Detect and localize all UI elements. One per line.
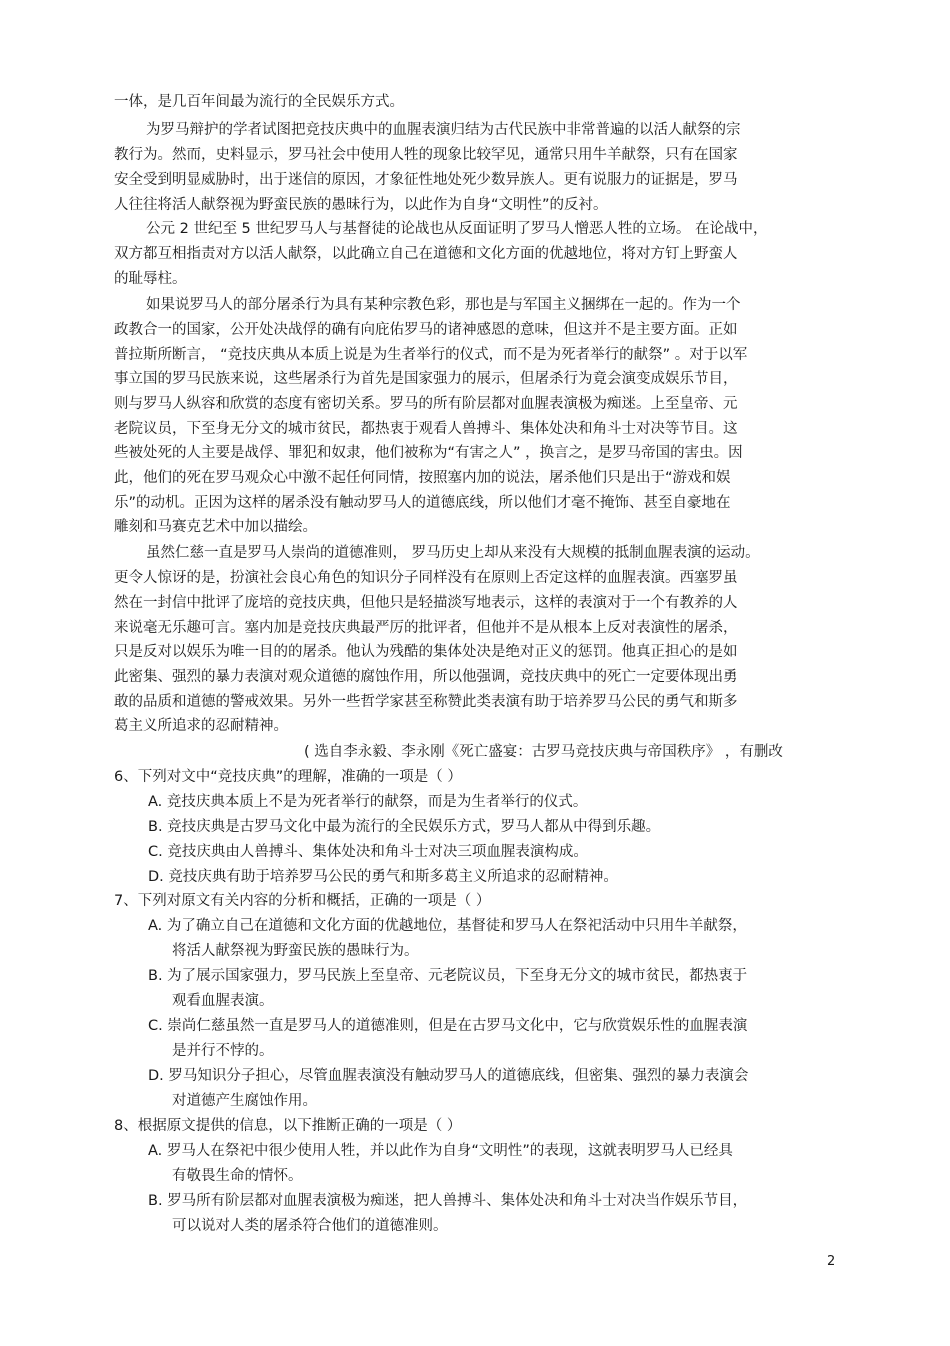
question-7-option-b: B. 为了展示国家强力，罗马民族上至皇帝、元老院议员，下至身无分文的城市贫民，都热衷于 — [148, 968, 748, 984]
question-7-option-a-cont: 将活人献祭视为野蛮民族的愚昧行为。 — [172, 943, 419, 959]
passage-line: 敢的品质和道德的警戒效果。另外一些哲学家甚至称赞此类表演有助于培养罗马公民的勇气和斯多 — [114, 694, 738, 710]
question-8-option-a: A. 罗马人在祭祀中很少使用人牲，并以此作为自身“文明性”的表现，这就表明罗马人已经具 — [148, 1143, 733, 1159]
question-7-option-c-cont: 是并行不悖的。 — [172, 1043, 274, 1059]
passage-line: 则与罗马人纵容和欣赏的态度有密切关系。罗马的所有阶层都对血腥表演极为痴迷。上至皇帝、元 — [114, 396, 738, 412]
question-7-option-a: A. 为了确立自己在道德和文化方面的优越地位，基督徒和罗马人在祭祀活动中只用牛羊献祭， — [148, 918, 747, 934]
passage-line: 的耻辱柱。 — [114, 271, 187, 287]
passage-line: 教行为。然而，史料显示，罗马社会中使用人牲的现象比较罕见，通常只用牛羊献祭，只有在国家 — [114, 147, 738, 163]
question-7-option-d: D. 罗马知识分子担心，尽管血腥表演没有触动罗马人的道德底线，但密集、强烈的暴力表演会 — [148, 1068, 749, 1084]
question-6-option-b: B. 竞技庆典是古罗马文化中最为流行的全民娱乐方式，罗马人都从中得到乐趣。 — [148, 819, 661, 835]
question-7-option-b-cont: 观看血腥表演。 — [172, 993, 274, 1009]
page-number: 2 — [827, 1254, 836, 1269]
passage-line: 然在一封信中批评了庞培的竞技庆典，但他只是轻描淡写地表示，这样的表演对于一个有教养的人 — [114, 595, 738, 611]
passage-line: 普拉斯所断言， “竞技庆典从本质上说是为生者举行的仪式，而不是为死者举行的献祭” 。对于以军 — [114, 347, 748, 363]
passage-line: 安全受到明显威胁时，出于迷信的原因，才象征性地处死少数异族人。更有说服力的证据是，罗马 — [114, 172, 738, 188]
question-6-stem: 6、下列对文中“竞技庆典”的理解，准确的一项是（ ） — [114, 769, 462, 785]
question-8-option-a-cont: 有敬畏生命的情怀。 — [172, 1168, 303, 1184]
source-citation: ( 选自李永毅、李永刚《死亡盛宴：古罗马竞技庆典与帝国秩序》 ，有删改 — [304, 744, 783, 760]
passage-line: 此，他们的死在罗马观众心中激不起任何同情，按照塞内加的说法，屠杀他们只是出于“游戏和娱 — [114, 470, 731, 486]
question-8-stem: 8、根据原文提供的信息，以下推断正确的一项是（ ） — [114, 1118, 462, 1134]
question-8-option-b-cont: 可以说对人类的屠杀符合他们的道德准则。 — [172, 1218, 448, 1234]
question-6-option-a: A. 竞技庆典本质上不是为死者举行的献祭，而是为生者举行的仪式。 — [148, 794, 588, 810]
passage-line: 雕刻和马赛克艺术中加以描绘。 — [114, 519, 317, 535]
question-8-option-b: B. 罗马所有阶层都对血腥表演极为痴迷，把人兽搏斗、集体处决和角斗士对决当作娱乐节目， — [148, 1193, 748, 1209]
passage-line: 政教合一的国家，公开处决战俘的确有向庇佑罗马的诸神感恩的意味，但这并不是主要方面。正如 — [114, 322, 738, 338]
passage-line: 事立国的罗马民族来说，这些屠杀行为首先是国家强力的展示，但屠杀行为竟会演变成娱乐节目， — [114, 371, 738, 387]
passage-line: 如果说罗马人的部分屠杀行为具有某种宗教色彩，那也是与军国主义捆绑在一起的。作为一个 — [146, 297, 741, 313]
question-7-option-d-cont: 对道德产生腐蚀作用。 — [172, 1093, 317, 1109]
passage-line: 一体，是几百年间最为流行的全民娱乐方式。 — [114, 94, 404, 110]
question-7-stem: 7、下列对原文有关内容的分析和概括，正确的一项是（ ） — [114, 893, 491, 909]
question-6-option-d: D. 竞技庆典有助于培养罗马公民的勇气和斯多葛主义所追求的忍耐精神。 — [148, 869, 618, 885]
passage-line: 葛主义所追求的忍耐精神。 — [114, 718, 288, 734]
passage-line: 虽然仁慈一直是罗马人崇尚的道德准则， 罗马历史上却从来没有大规模的抵制血腥表演的运动。 — [146, 545, 760, 561]
passage-line: 公元 2 世纪至 5 世纪罗马人与基督徒的论战也从反面证明了罗马人憎恶人牲的立场。 在论战中， — [146, 221, 768, 237]
passage-line: 人往往将活人献祭视为野蛮民族的愚昧行为，以此作为自身“文明性”的反衬。 — [114, 197, 608, 213]
passage-line: 些被处死的人主要是战俘、罪犯和奴隶，他们被称为“有害之人” ，换言之，是罗马帝国的害虫。因 — [114, 445, 743, 461]
passage-line: 此密集、强烈的暴力表演对观众道德的腐蚀作用，所以他强调，竞技庆典中的死亡一定要体现出勇 — [114, 669, 738, 685]
passage-line: 乐”的动机。正因为这样的屠杀没有触动罗马人的道德底线，所以他们才毫不掩饰、甚至自豪地在 — [114, 495, 731, 511]
passage-line: 只是反对以娱乐为唯一目的的屠杀。他认为残酷的集体处决是绝对正义的惩罚。他真正担心的是如 — [114, 644, 738, 660]
passage-line: 来说毫无乐趣可言。塞内加是竞技庆典最严厉的批评者，但他并不是从根本上反对表演性的屠杀， — [114, 620, 738, 636]
passage-line: 更令人惊讶的是，扮演社会良心角色的知识分子同样没有在原则上否定这样的血腥表演。西塞罗虽 — [114, 570, 738, 586]
passage-line: 为罗马辩护的学者试图把竞技庆典中的血腥表演归结为古代民族中非常普遍的以活人献祭的宗 — [146, 122, 741, 138]
passage-line: 老院议员，下至身无分文的城市贫民，都热衷于观看人兽搏斗、集体处决和角斗士对决等节目。这 — [114, 421, 738, 437]
question-7-option-c: C. 崇尚仁慈虽然一直是罗马人的道德准则，但是在古罗马文化中，它与欣赏娱乐性的血腥表演 — [148, 1018, 748, 1034]
question-6-option-c: C. 竞技庆典由人兽搏斗、集体处决和角斗士对决三项血腥表演构成。 — [148, 844, 588, 860]
passage-line: 双方都互相指责对方以活人献祭，以此确立自己在道德和文化方面的优越地位，将对方钉上野蛮人 — [114, 246, 738, 262]
